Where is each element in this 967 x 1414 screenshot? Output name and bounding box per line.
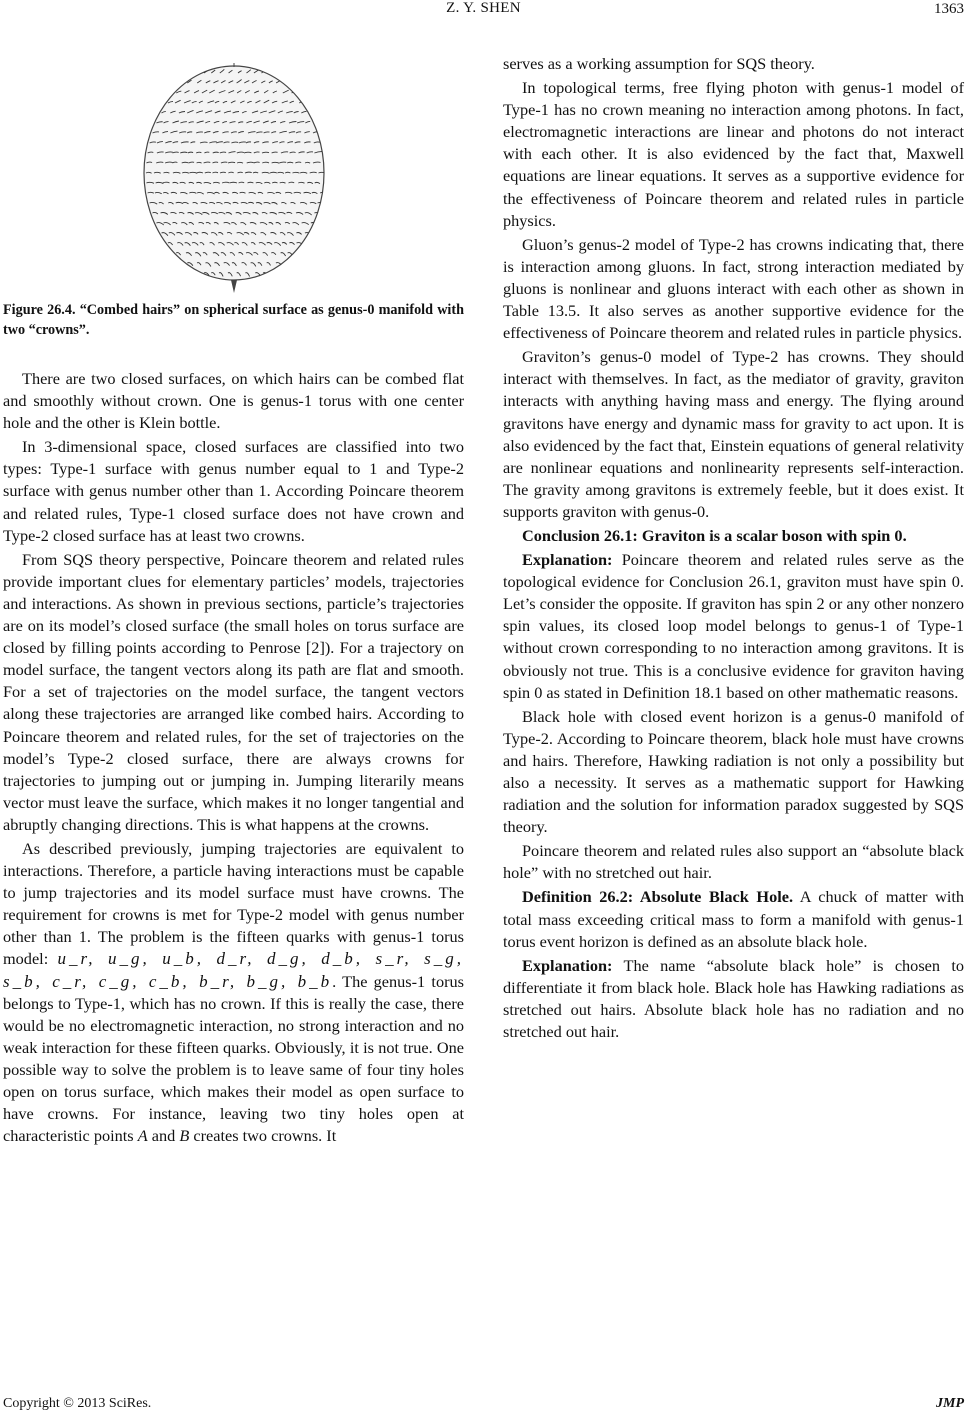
paragraph-text: As described previously, jumping trajectories are equivalent to interactions. Therefore, a particle having interactions must be capable to jump trajectories and its model surface must have crowns. The requirement for crowns is met for Type-2 model with genus number other than 1. The problem is the fifteen quarks with genus-1 torus model: bbox=[3, 838, 464, 969]
figure-sphere bbox=[3, 55, 464, 298]
conclusion-statement: Conclusion 26.1: Graviton is a scalar boson with spin 0. bbox=[522, 525, 907, 545]
figure-caption: Figure 26.4. “Combed hairs” on spherical surface as genus-0 manifold with two “crowns”. bbox=[3, 302, 464, 338]
combed-sphere-illustration bbox=[140, 61, 328, 297]
left-column bbox=[3, 55, 464, 1149]
paragraph: serves as a working assumption for SQS theory. bbox=[503, 54, 815, 73]
paragraph: From SQS theory perspective, Poincare theorem and related rules provide important clues for elementary particles’ models, trajectories and interactions. As shown in previous sections, particle’s trajectories are on its model’s closed surface (the small holes on torus surface are closed by filling points according to Penrose [2]). For a trajectory on model surface, the tangent vectors along its path are flat and smooth. For a set of trajectories on the model surface, the tangent vectors along these trajectories are arranged like combed hairs. According to Poincare theorem and related rules, for the set of trajectories on the model’s Type-2 closed surface, there are always crowns for trajectories to jumping out or jumping in. Jumping literarily means vector must leave the surface, which makes it no longer tangential and abruptly changing directions. This is what happens at the crowns. bbox=[3, 549, 464, 834]
explanation-label: Explanation: bbox=[522, 550, 613, 570]
paragraph-text: . The genus-1 torus belongs to Type-1, which has no crown. If this is really the case, there would be no electromagnetic interaction, no strong interaction and no weak interaction for these fifteen quarks. Obviously, it is not true. One possible way to solve the problem is to leave same of four tiny holes open on torus surface, which makes their model as open surface to have crowns. For instance, leaving two tiny holes open at characteristic points bbox=[3, 971, 464, 1146]
journal-abbrev: JMP bbox=[936, 1396, 964, 1411]
page-header bbox=[0, 0, 967, 26]
quark-list: u_r, u_g, u_b, d_r, d_g, d_b, s_r, s_g, s_b, c_r, c_g, c_b, b_r, b_g, b_b bbox=[3, 949, 464, 991]
point-a: A bbox=[137, 1126, 148, 1146]
paragraph-text: The name “absolute black hole” is chosen to differentiate it from black hole. Black hole has Hawking radiations as stretched out hairs. Absolute black hole has no radiation and no stretched out hair. bbox=[503, 955, 965, 1042]
paragraph bbox=[503, 886, 964, 952]
paragraph-text: Poincare theorem and related rules serve as the topological evidence for Conclusion 26.1, graviton must have spin 0. Let’s consider the opposite. If graviton has spin 2 or any other nonzero spin values, its closed loop model belongs to genus-1 of Type-1 without crown corresponding to no interaction among gravitons. It is obviously not true. This is a conclusive evidence for graviton having spin 0 as stated in Definition 18.1 based on other mathematic reasons. bbox=[503, 550, 964, 702]
paragraph-text: creates two crowns. It bbox=[193, 1126, 337, 1146]
paragraph: In topological terms, free flying photon with genus-1 model of Type-1 has no crown meaning no interaction among photons. In fact, electromagnetic interactions are linear and photons do not interact with each other. It is also evidenced by the fact that, Maxwell equations are linear equations. It serves as a supportive evidence for the effectiveness of Poincare theorem and related rules in particle physics. bbox=[503, 78, 964, 230]
paragraph-text: A chuck of matter with total mass exceeding critical mass to form a manifold with genus-1 torus event horizon is defined as an absolute black hole. bbox=[503, 887, 965, 951]
point-b: B bbox=[179, 1126, 190, 1146]
page-number: 1363 bbox=[934, 1, 964, 17]
paragraph: Graviton’s genus-0 model of Type-2 has crowns. They should interact with themselves. In fact, as the mediator of gravity, graviton interacts with anything having mass and energy. The flying around gravitons have energy and dynamic mass for gravity to act upon. It is also evidenced by the fact that, Einstein equations of general relativity are nonlinear equations and nonlinearity represents self-interaction. The gravity among gravitons is extremely feeble, but it does exist. It supports graviton with genus-0. bbox=[503, 347, 964, 521]
running-author: Z. Y. SHEN bbox=[446, 0, 521, 16]
explanation-label: Explanation: bbox=[522, 955, 613, 975]
definition-label: Definition 26.2: Absolute Black Hole. bbox=[522, 887, 794, 907]
paragraph: In 3-dimensional space, closed surfaces are classified into two types: Type-1 surface with genus number equal to 1 and Type-2 surface with genus number other than 1. According Poincare theorem and related rules, Type-1 closed surface does not have crown and Type-2 closed surface has at least two crowns. bbox=[3, 437, 464, 545]
paragraph: Gluon’s genus-2 model of Type-2 has crowns indicating that, there is interaction among gluons. In fact, strong interaction mediated by gluons is nonlinear and gluons interact with each other as shown in Table 13.5. It also serves as another supportive evidence for the effectiveness of Poincare theorem and related rules in particle physics. bbox=[503, 234, 964, 343]
copyright-notice: Copyright © 2013 SciRes. bbox=[3, 1396, 152, 1411]
paragraph: There are two closed surfaces, on which hairs can be combed flat and smoothly without crown. One is genus-1 torus with one center hole and the other is Klein bottle. bbox=[3, 369, 464, 433]
paragraph: Poincare theorem and related rules also support an “absolute black hole” with no stretched out hair. bbox=[503, 841, 964, 883]
paragraph-text: and bbox=[151, 1126, 176, 1146]
paragraph bbox=[503, 549, 964, 704]
right-column bbox=[503, 53, 964, 1045]
paragraph bbox=[503, 955, 964, 1043]
paragraph: Black hole with closed event horizon is a genus-0 manifold of Type-2. According to Poincare theorem, black hole must have crowns and hairs. Therefore, Hawking radiation is not only a possibility but also a necessity. It serves as a mathematic support for Hawking radiation and the solution for information paradox suggested by SQS theory. bbox=[503, 706, 964, 837]
paragraph bbox=[3, 838, 464, 1147]
